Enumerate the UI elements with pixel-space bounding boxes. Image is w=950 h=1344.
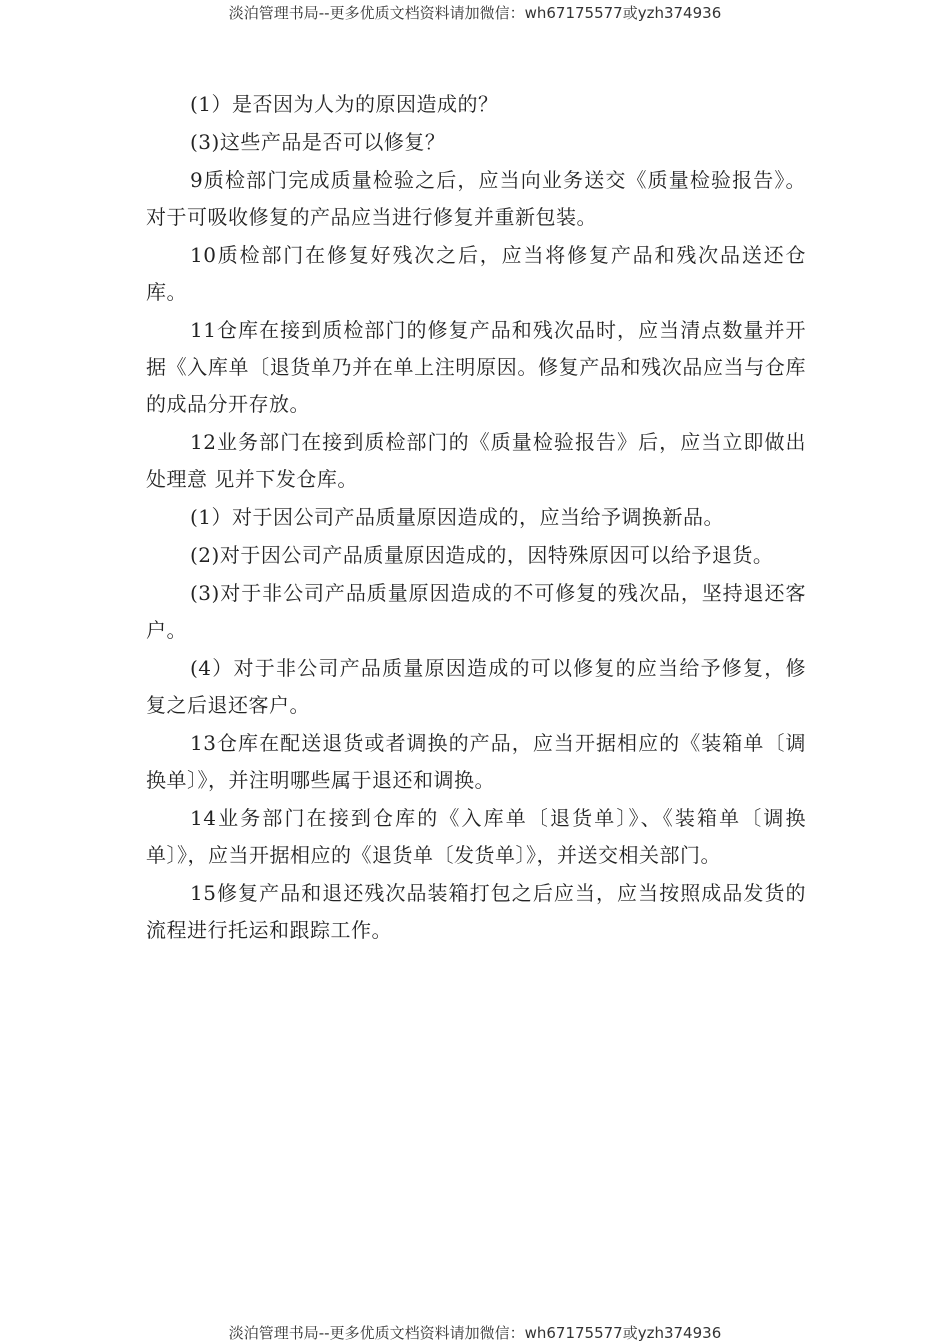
paragraph-5: 11仓库在接到质检部门的修复产品和残次品时，应当清点数量并开据《入库单〔退货单乃并在单上注明原因。修复产品和残次品应当与仓库的成品分开存放。 [146,318,806,416]
paragraph-13: 15修复产品和退还残次品装箱打包之后应当，应当按照成品发货的流程进行托运和跟踪工作。 [146,881,806,942]
paragraph-6: 12业务部门在接到质检部门的《质量检验报告》后，应当立即做出处理意 见并下发仓库。 [146,430,806,491]
paragraph-8: (2)对于因公司产品质量原因造成的，因特殊原因可以给予退货。 [190,543,774,567]
page-header: 淡泊管理书局--更多优质文档资料请加微信：wh67175577或yzh374936 [228,4,722,22]
page-footer: 淡泊管理书局--更多优质文档资料请加微信：wh67175577或yzh374936 [228,1324,722,1342]
paragraph-12: 14业务部门在接到仓库的《入库单〔退货单〕》、《装箱单〔调换单〕》，应当开据相应的《退货单〔发货单〕》，并送交相关部门。 [146,806,806,867]
paragraph-9: (3)对于非公司产品质量原因造成的不可修复的残次品，坚持退还客户。 [146,581,806,642]
paragraph-10: (4）对于非公司产品质量原因造成的可以修复的应当给予修复，修复之后退还客户。 [146,656,806,717]
paragraph-1: (1）是否因为人为的原因造成的？ [190,92,499,116]
paragraph-7: (1）对于因公司产品质量原因造成的，应当给予调换新品。 [190,505,725,529]
paragraph-4: 10质检部门在修复好残次之后，应当将修复产品和残次品送还仓库。 [146,243,806,304]
paragraph-2: (3)这些产品是否可以修复？ [190,130,446,154]
document-body [146,86,806,949]
paragraph-3: 9质检部门完成质量检验之后，应当向业务送交《质量检验报告》。对于可吸收修复的产品应当进行修复并重新包装。 [146,168,806,229]
paragraph-11: 13仓库在配送退货或者调换的产品，应当开据相应的《装箱单〔调换单〕》，并注明哪些属于退还和调换。 [146,731,806,792]
